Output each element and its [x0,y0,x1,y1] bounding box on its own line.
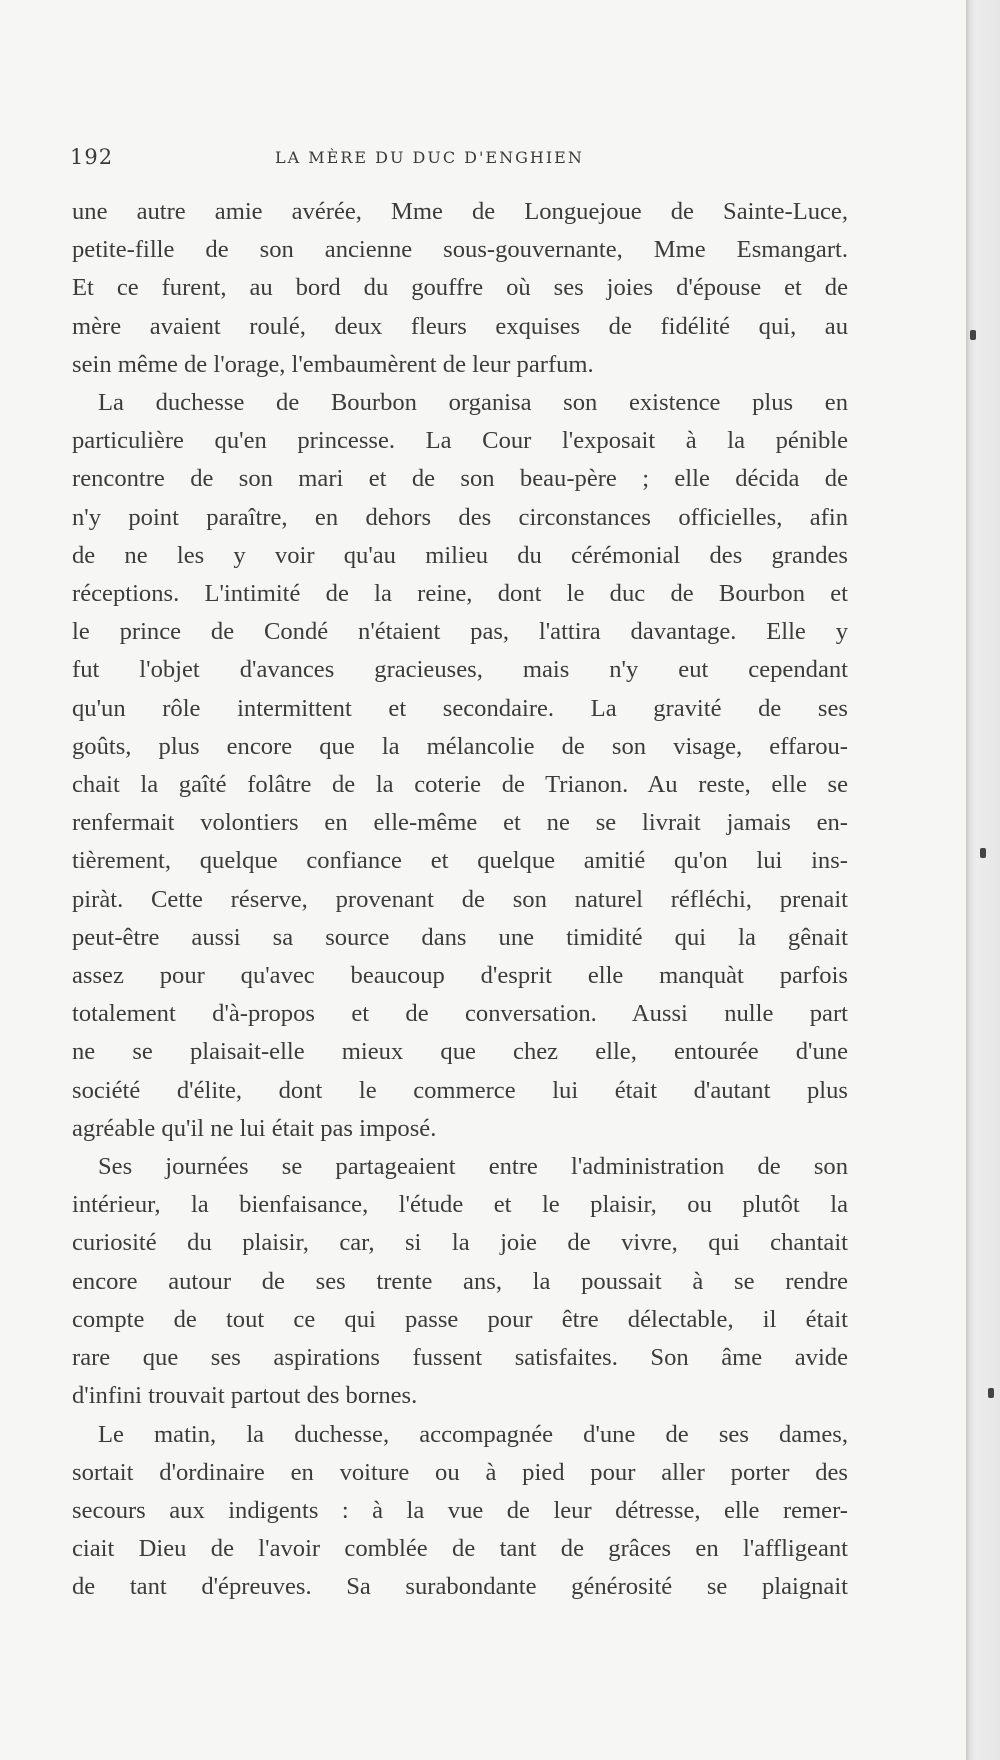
text-line: une autre amie avérée, Mme de Longuejoue de Sainte-Luce, [72,198,848,225]
text-line: ciait Dieu de l'avoir comblée de tant de grâces en l'affligeant [72,1535,848,1563]
text-line: encore autour de ses trente ans, la poussait à se rendre [72,1267,848,1295]
text-line: renfermait volontiers en elle-même et ne se livrait jamais en- [72,809,848,837]
paragraph [72,384,848,1148]
text-line: sortait d'ordinaire en voiture ou à pied pour aller porter des [72,1458,848,1486]
text-line: goûts, plus encore que la mélancolie de son visage, effarou- [72,732,848,760]
body-text [72,193,848,1607]
page-header [70,145,870,175]
page-edge [966,0,1000,1760]
text-line: petite-fille de son ancienne sous-gouvernante, Mme Esmangart. [72,236,848,264]
text-line: Ses journées se partageaient entre l'administration de son [98,1153,848,1181]
text-line: mère avaient roulé, deux fleurs exquises de fidélité qui, au [72,312,848,340]
text-line: fut l'objet d'avances gracieuses, mais n'y eut cependant [72,656,848,684]
text-line: compte de tout ce qui passe pour être délectable, il était [72,1305,848,1333]
text-line: assez pour qu'avec beaucoup d'esprit elle manquàt parfois [72,962,848,990]
paragraph [72,193,848,384]
text-line: Le matin, la duchesse, accompagnée d'une de ses dames, [98,1420,848,1448]
text-line: Et ce furent, au bord du gouffre où ses joies d'épouse et de [72,274,848,302]
text-line: d'infini trouvait partout des bornes. [72,1382,418,1410]
text-line: curiosité du plaisir, car, si la joie de vivre, qui chantait [72,1229,848,1257]
text-line: sein même de l'orage, l'embaumèrent de leur parfum. [72,350,594,378]
paragraph [72,1148,848,1415]
text-line: tièrement, quelque confiance et quelque amitié qu'on lui ins- [72,847,848,875]
text-line: qu'un rôle intermittent et secondaire. La gravité de ses [72,694,848,722]
text-line: de tant d'épreuves. Sa surabondante générosité se plaignait [72,1573,848,1601]
paragraph [72,1416,848,1607]
text-line: ne se plaisait-elle mieux que chez elle, entourée d'une [72,1038,848,1066]
text-line: piràt. Cette réserve, provenant de son naturel réfléchi, prenait [72,885,848,913]
edge-mark [970,330,976,340]
edge-mark [980,848,986,858]
text-line: rare que ses aspirations fussent satisfaites. Son âme avide [72,1344,848,1372]
text-line: réceptions. L'intimité de la reine, dont le duc de Bourbon et [72,580,848,608]
page-number: 192 [70,145,114,169]
text-line: secours aux indigents : à la vue de leur détresse, elle remer- [72,1496,848,1524]
running-title: LA MÈRE DU DUC D'ENGHIEN [275,148,584,167]
text-line: peut-être aussi sa source dans une timidité qui la gênait [72,923,848,951]
text-line: de ne les y voir qu'au milieu du cérémonial des grandes [72,541,848,569]
text-line: n'y point paraître, en dehors des circonstances officielles, afin [72,503,848,531]
edge-mark [988,1388,994,1398]
text-line: rencontre de son mari et de son beau-père ; elle décida de [72,465,848,493]
text-line: particulière qu'en princesse. La Cour l'exposait à la pénible [72,427,848,455]
text-line: agréable qu'il ne lui était pas imposé. [72,1114,437,1142]
text-line: La duchesse de Bourbon organisa son existence plus en [98,389,848,417]
text-line: intérieur, la bienfaisance, l'étude et le plaisir, ou plutôt la [72,1191,848,1219]
text-line: société d'élite, dont le commerce lui était d'autant plus [72,1076,848,1104]
text-line: chait la gaîté folâtre de la coterie de Trianon. Au reste, elle se [72,771,848,799]
text-line: le prince de Condé n'étaient pas, l'attira davantage. Elle y [72,618,848,646]
text-line: totalement d'à-propos et de conversation. Aussi nulle part [72,1000,848,1028]
